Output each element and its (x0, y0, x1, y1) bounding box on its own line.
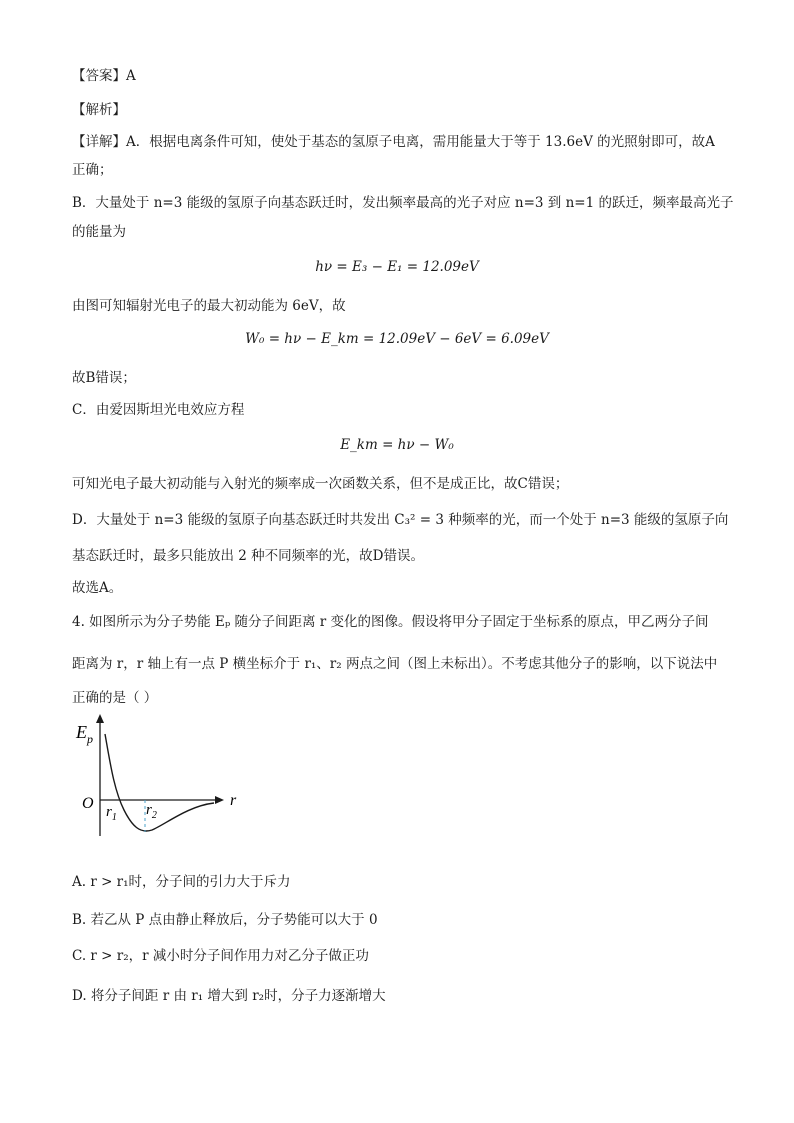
conclusion: 故选A。 (72, 580, 123, 596)
equation-2: W₀ = hν − E_km = 12.09eV − 6eV = 6.09eV (245, 331, 549, 347)
x-axis-label: r (230, 792, 237, 809)
r2-label: $r_2$ (146, 802, 157, 821)
question-line1: 4. 如图所示为分子势能 Eₚ 随分子间距离 r 变化的图像。假设将甲分子固定于坐标系的原点，甲乙两分子间 (72, 614, 709, 630)
x-axis-arrow-icon (215, 796, 224, 804)
detail-b-line3: 由图可知辐射光电子的最大初动能为 6eV，故 (72, 298, 346, 314)
detail-a-line1: 【详解】A．根据电离条件可知，使处于基态的氢原子电离，需用能量大于等于 13.6eV 的光照射即可，故A (72, 134, 715, 150)
detail-d-line1: D．大量处于 n=3 能级的氢原子向基态跃迁时共发出 C₃² = 3 种频率的光，而一个处于 n=3 能级的氢原子向 (72, 512, 729, 528)
origin-label: O (82, 795, 94, 812)
potential-energy-figure (72, 712, 252, 842)
potential-energy-graph (72, 712, 252, 842)
equation-1: hν = E₃ − E₁ = 12.09eV (315, 259, 479, 275)
detail-c-line1: C．由爱因斯坦光电效应方程 (72, 402, 245, 418)
option-b: B. 若乙从 P 点由静止释放后，分子势能可以大于 0 (72, 912, 378, 928)
option-c: C. r > r₂，r 减小时分子间作用力对乙分子做正功 (72, 948, 369, 964)
detail-c-line2: 可知光电子最大初动能与入射光的频率成一次函数关系，但不是成正比，故C错误； (72, 476, 569, 492)
detail-b-line1: B．大量处于 n=3 能级的氢原子向基态跃迁时，发出频率最高的光子对应 n=3 到 n=1 的跃迁，频率最高光子 (72, 195, 734, 211)
potential-energy-curve (105, 734, 214, 831)
question-line2: 距离为 r，r 轴上有一点 P 横坐标介于 r₁、r₂ 两点之间（图上未标出）。不考虑其他分子的影响，以下说法中 (72, 656, 718, 672)
option-d: D. 将分子间距 r 由 r₁ 增大到 r₂时，分子力逐渐增大 (72, 988, 386, 1004)
answer-line: 【答案】A (72, 68, 136, 84)
question-line3: 正确的是（ ） (72, 690, 158, 706)
detail-d-line2: 基态跃迁时，最多只能放出 2 种不同频率的光，故D错误。 (72, 548, 424, 564)
r1-label: $r_1$ (106, 804, 117, 823)
detail-b-line4: 故B错误； (72, 370, 136, 386)
analysis-heading: 【解析】 (72, 102, 126, 118)
detail-a-line2: 正确； (72, 162, 113, 178)
option-a: A. r > r₁时，分子间的引力大于斥力 (72, 874, 291, 890)
y-axis-label: $E_p$ (76, 722, 93, 746)
equation-3: E_km = hν − W₀ (340, 437, 454, 453)
detail-b-line2: 的能量为 (72, 224, 126, 240)
y-axis-arrow-icon (96, 714, 104, 723)
